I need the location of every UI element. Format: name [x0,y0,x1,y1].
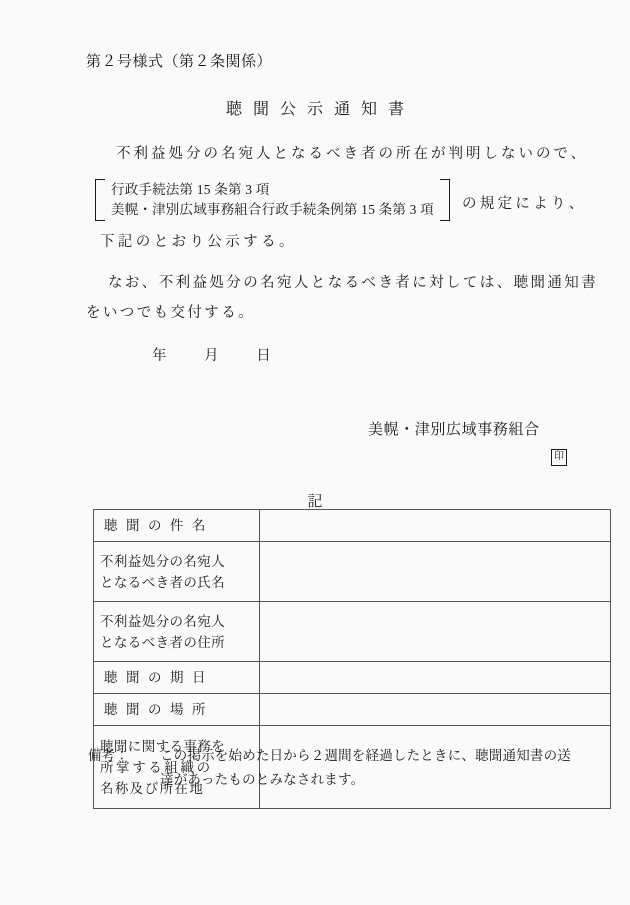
form-number: 第２号様式（第２条関係） [86,54,273,70]
row-value-addressee-address[interactable] [260,602,611,662]
remark-label: 備考： [88,748,129,763]
label-line: 名称及び所在地 [100,780,205,796]
label-line: 不利益処分の名宛人 [100,553,226,569]
left-bracket-icon [95,179,105,221]
row-label-hearing-date [94,662,260,694]
table-row [94,662,611,694]
date-line [152,344,271,365]
date-year-label: 年 [152,348,167,364]
remark-body [148,744,608,792]
label-line: 聴聞の件名 [104,518,214,533]
table-row [94,510,611,542]
as-follows-text: 下記のとおり公示する。 [100,234,297,250]
statute-line-2: 美幌・津別広域事務組合行政手続条例第 15 条第 3 項 [111,202,434,217]
label-line: 所掌する組織の [100,759,213,775]
label-line: 聴聞の期日 [104,670,214,685]
date-day-label: 日 [256,348,271,364]
row-label-addressee-name [94,542,260,602]
row-value-hearing-place[interactable] [260,694,611,726]
seal-icon: 印 [551,449,567,466]
by-provision-text: の規定により、 [462,196,587,212]
row-value-addressee-name[interactable] [260,542,611,602]
row-value-hearing-date[interactable] [260,662,611,694]
statute-bracket-group [95,179,450,221]
page-title: 聴聞公示通知書 [225,101,415,118]
row-value-subject[interactable] [260,510,611,542]
row-label-hearing-place [94,694,260,726]
label-line: 不利益処分の名宛人 [100,613,226,629]
remark-note [88,744,608,792]
remark-line-2: 達があったものとみなされます。 [160,772,365,787]
table-row [94,694,611,726]
row-label-addressee-address [94,602,260,662]
statute-line-1: 行政手続法第 15 条第 3 項 [111,182,270,197]
note-paragraph: なお、不利益処分の名宛人となるべき者に対しては、聴聞通知書をいつでも交付する。 [86,275,599,321]
table-row [94,542,611,602]
statute-list [105,179,440,221]
label-line: となるべき者の氏名 [100,574,226,590]
label-line: 聴聞の場所 [104,702,214,717]
issuer-name: 美幌・津別広域事務組合 [368,422,540,438]
remark-line-1: この掲示を始めた日から２週間を経過したときに、聴聞通知書の送 [160,748,571,763]
right-bracket-icon [440,179,450,221]
label-line: 聴聞に関する事務を [100,738,226,754]
lead-paragraph: 不利益処分の名宛人となるべき者の所在が判明しないので、 [116,146,589,162]
label-line: となるべき者の住所 [100,634,226,650]
table-row [94,602,611,662]
section-marker: 記 [307,494,323,510]
date-month-label: 月 [204,348,219,364]
row-label-subject [94,510,260,542]
